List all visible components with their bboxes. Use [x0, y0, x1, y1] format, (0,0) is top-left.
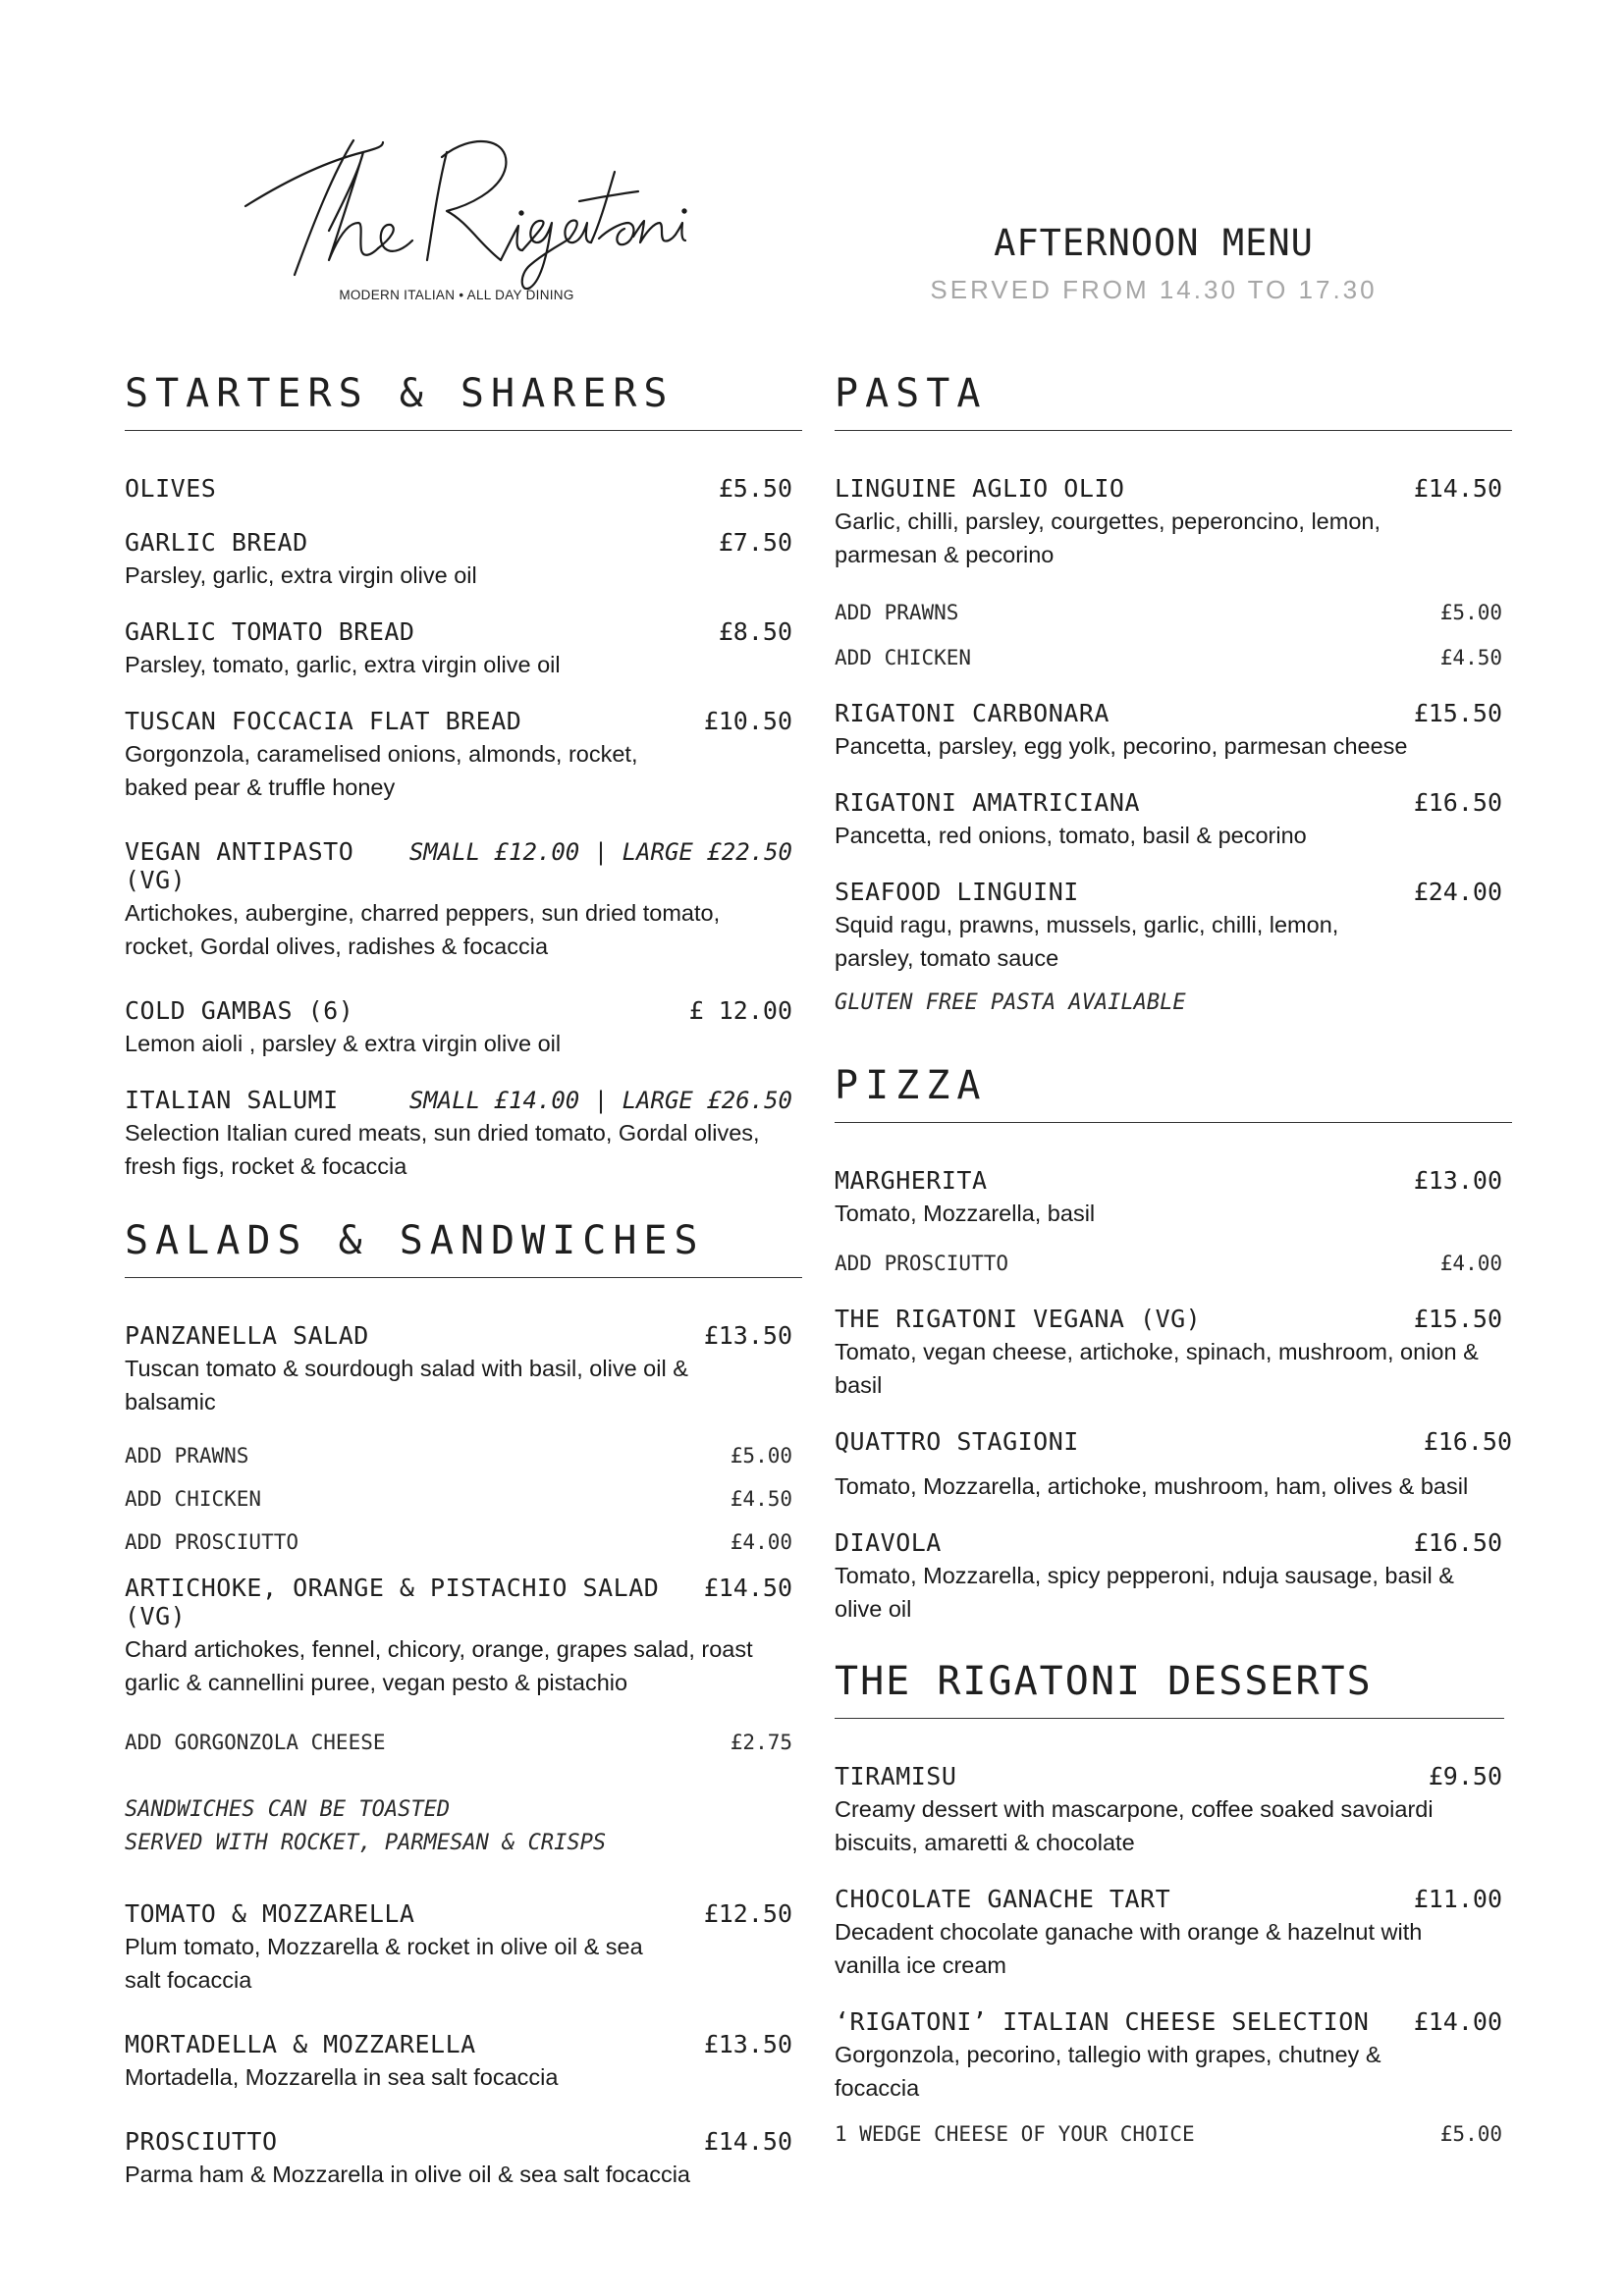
addon-price: £4.00 — [1439, 1252, 1502, 1275]
item-price: £5.50 — [718, 474, 792, 503]
menu-item — [835, 1427, 1512, 1503]
item-description: Lemon aioli , parsley & extra virgin olive oil — [125, 1031, 562, 1056]
section-title-pasta: PASTA — [835, 371, 1512, 431]
addon-price: £5.00 — [1439, 601, 1502, 624]
addon-name: 1 WEDGE CHEESE OF YOUR CHOICE — [835, 2122, 1195, 2146]
item-description: Garlic, chilli, parsley, courgettes, peperoncino, lemon, parmesan & pecorino — [835, 508, 1380, 567]
tagline: MODERN ITALIAN • ALL DAY DINING — [339, 288, 574, 302]
item-price: £10.50 — [703, 707, 792, 735]
item-price: £14.50 — [1413, 474, 1502, 503]
item-description: Tomato, Mozzarella, basil — [835, 1201, 1096, 1226]
item-description: Pancetta, red onions, tomato, basil & pecorino — [835, 823, 1307, 848]
item-description: Creamy dessert with mascarpone, coffee soaked savoiardi biscuits, amaretti & chocolate — [835, 1796, 1434, 1855]
addon-price: £2.75 — [730, 1731, 792, 1754]
addon-row — [125, 1731, 802, 1754]
item-price: £11.00 — [1413, 1885, 1502, 1913]
menu-item — [125, 1321, 802, 1418]
addon-row — [125, 1487, 802, 1511]
menu-item — [125, 2127, 802, 2191]
item-name: DIAVOLA — [835, 1528, 942, 1557]
menu-item — [125, 996, 802, 1060]
item-name: TOMATO & MOZZARELLA — [125, 1899, 415, 1928]
item-price: £12.50 — [703, 1899, 792, 1928]
item-name: GARLIC BREAD — [125, 528, 308, 557]
addon-name: ADD PRAWNS — [125, 1444, 249, 1468]
menu-item — [835, 788, 1512, 852]
item-price: £14.50 — [703, 1574, 792, 1602]
item-price: £7.50 — [718, 528, 792, 557]
item-name: VEGAN ANTIPASTO (VG) — [125, 837, 354, 894]
addon-price: £4.50 — [730, 1487, 792, 1511]
item-name: THE RIGATONI VEGANA (VG) — [835, 1305, 1202, 1333]
item-price: £14.00 — [1413, 2007, 1502, 2036]
script-logo-graphic — [236, 113, 687, 290]
addon-name: ADD GORGONZOLA CHEESE — [125, 1731, 386, 1754]
item-price: £15.50 — [1413, 1305, 1502, 1333]
item-price: £ 12.00 — [688, 996, 792, 1025]
menu-item — [835, 699, 1512, 763]
addon-row — [835, 601, 1512, 624]
item-name: TIRAMISU — [835, 1762, 957, 1790]
menu-item — [125, 2030, 802, 2094]
item-description: Gorgonzola, pecorino, tallegio with grapes, chutney & focaccia — [835, 2042, 1381, 2101]
item-price: £13.50 — [703, 2030, 792, 2058]
item-name: MORTADELLA & MOZZARELLA — [125, 2030, 476, 2058]
item-name: RIGATONI AMATRICIANA — [835, 788, 1141, 817]
menu-item — [125, 837, 802, 963]
section-title-starters: STARTERS & SHARERS — [125, 371, 802, 431]
item-name: CHOCOLATE GANACHE TART — [835, 1885, 1171, 1913]
item-price: £8.50 — [718, 617, 792, 646]
item-description: Parsley, garlic, extra virgin olive oil — [125, 562, 477, 588]
item-name: ITALIAN SALUMI — [125, 1086, 339, 1114]
item-name: QUATTRO STAGIONI — [835, 1427, 1079, 1456]
addon-price: £4.50 — [1439, 646, 1502, 669]
item-description: Artichokes, aubergine, charred peppers, sun dried tomato, rocket, Gordal olives, radishes & focaccia — [125, 900, 721, 959]
menu-item — [835, 1305, 1512, 1402]
addon-row — [835, 1252, 1512, 1275]
sandwich-note: SANDWICHES CAN BE TOASTED — [125, 1797, 451, 1822]
item-description: Parsley, tomato, garlic, extra virgin olive oil — [125, 652, 561, 677]
item-description: Selection Italian cured meats, sun dried tomato, Gordal olives, fresh figs, rocket & focaccia — [125, 1120, 760, 1179]
item-description: Tuscan tomato & sourdough salad with basil, olive oil & balsamic — [125, 1356, 688, 1415]
addon-name: ADD PROSCIUTTO — [125, 1530, 299, 1554]
item-description: Squid ragu, prawns, mussels, garlic, chilli, lemon, parsley, tomato sauce — [835, 912, 1339, 971]
restaurant-logo — [236, 113, 687, 309]
addon-row — [125, 1444, 802, 1468]
item-name: COLD GAMBAS (6) — [125, 996, 354, 1025]
item-price: £9.50 — [1428, 1762, 1502, 1790]
item-description: Plum tomato, Mozzarella & rocket in olive oil & sea salt focaccia — [125, 1934, 643, 1993]
item-name: MARGHERITA — [835, 1166, 988, 1195]
served-hours: SERVED FROM 14.30 TO 17.30 — [930, 275, 1378, 304]
pasta-section — [835, 371, 1512, 1020]
addon-name: ADD CHICKEN — [125, 1487, 262, 1511]
menu-item — [125, 528, 802, 592]
section-title-pizza: PIZZA — [835, 1063, 1512, 1123]
item-description: Tomato, Mozzarella, spicy pepperoni, nduja sausage, basil & olive oil — [835, 1563, 1454, 1622]
menu-item — [125, 474, 802, 503]
gluten-free-note: GLUTEN FREE PASTA AVAILABLE — [835, 990, 1186, 1015]
item-description: Decadent chocolate ganache with orange & hazelnut with vanilla ice cream — [835, 1919, 1423, 1978]
item-description: Parma ham & Mozzarella in olive oil & sea salt focaccia — [125, 2162, 690, 2187]
menu-item — [125, 1086, 802, 1183]
item-description: Tomato, vegan cheese, artichoke, spinach, mushroom, onion & basil — [835, 1339, 1479, 1398]
item-name: LINGUINE AGLIO OLIO — [835, 474, 1125, 503]
menu-item — [835, 1762, 1512, 1859]
sandwich-note: SERVED WITH ROCKET, PARMESAN & CRISPS — [125, 1831, 607, 1855]
item-name: PROSCIUTTO — [125, 2127, 278, 2156]
item-description: Chard artichokes, fennel, chicory, orange, grapes salad, roast garlic & cannellini puree, vegan pesto & pistachio — [125, 1636, 753, 1695]
menu-item — [125, 617, 802, 681]
menu-item — [125, 1899, 802, 1997]
menu-item — [835, 1166, 1512, 1230]
item-name: PANZANELLA SALAD — [125, 1321, 369, 1350]
item-price: £16.50 — [1423, 1427, 1512, 1456]
addon-name: ADD CHICKEN — [835, 646, 972, 669]
addon-price: £5.00 — [1439, 2122, 1502, 2146]
item-sizes: SMALL £14.00 | LARGE £26.50 — [408, 1087, 792, 1114]
desserts-section — [835, 1659, 1512, 2146]
item-name: ARTICHOKE, ORANGE & PISTACHIO SALAD (VG) — [125, 1574, 660, 1630]
menu-item — [835, 1528, 1512, 1626]
item-description: Tomato, Mozzarella, artichoke, mushroom, ham, olives & basil — [835, 1473, 1469, 1499]
menu-item — [835, 2007, 1512, 2105]
item-price: £14.50 — [703, 2127, 792, 2156]
addon-name: ADD PRAWNS — [835, 601, 959, 624]
item-description: Pancetta, parsley, egg yolk, pecorino, parmesan cheese — [835, 733, 1408, 759]
menu-item — [125, 707, 802, 804]
item-sizes: SMALL £12.00 | LARGE £22.50 — [408, 838, 792, 866]
addon-name: ADD PROSCIUTTO — [835, 1252, 1009, 1275]
pizza-section — [835, 1063, 1512, 1626]
item-description: Gorgonzola, caramelised onions, almonds, rocket, baked pear & truffle honey — [125, 741, 638, 800]
item-name: GARLIC TOMATO BREAD — [125, 617, 415, 646]
section-title-salads: SALADS & SANDWICHES — [125, 1218, 802, 1278]
item-price: £16.50 — [1413, 788, 1502, 817]
addon-price: £5.00 — [730, 1444, 792, 1468]
menu-title: AFTERNOON MENU — [994, 222, 1314, 264]
addon-price: £4.00 — [730, 1530, 792, 1554]
item-name: SEAFOOD LINGUINI — [835, 878, 1079, 906]
item-name: TUSCAN FOCCACIA FLAT BREAD — [125, 707, 522, 735]
starters-section — [125, 371, 802, 1183]
menu-item — [835, 878, 1512, 975]
item-name: ‘RIGATONI’ ITALIAN CHEESE SELECTION — [835, 2007, 1370, 2036]
addon-row — [835, 2122, 1512, 2146]
section-title-desserts: THE RIGATONI DESSERTS — [835, 1659, 1504, 1719]
addon-row — [835, 646, 1512, 669]
right-column — [835, 371, 1512, 2169]
menu-item — [125, 1574, 802, 1699]
item-price: £24.00 — [1413, 878, 1502, 906]
item-price: £15.50 — [1413, 699, 1502, 727]
addon-row — [125, 1530, 802, 1554]
salads-section — [125, 1218, 802, 2191]
item-price: £16.50 — [1413, 1528, 1502, 1557]
item-description: Mortadella, Mozzarella in sea salt focaccia — [125, 2064, 559, 2090]
item-price: £13.50 — [703, 1321, 792, 1350]
item-name: OLIVES — [125, 474, 217, 503]
item-price: £13.00 — [1413, 1166, 1502, 1195]
item-name: RIGATONI CARBONARA — [835, 699, 1110, 727]
menu-item — [835, 1885, 1512, 1982]
menu-item — [835, 474, 1512, 571]
left-column — [125, 371, 802, 2216]
